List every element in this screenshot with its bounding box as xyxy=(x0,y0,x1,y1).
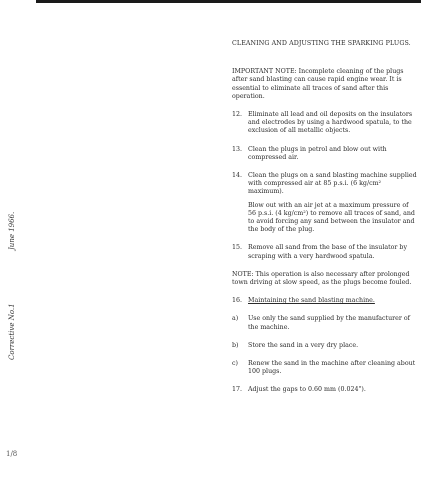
item-number: 14. xyxy=(232,172,243,180)
note xyxy=(232,271,417,287)
page-mark: 1/8 xyxy=(6,450,18,458)
item-text: Clean the plugs in petrol and blow out with compressed air. xyxy=(248,145,387,161)
list-item xyxy=(232,315,417,331)
list-item xyxy=(232,146,417,162)
item-number: 16. xyxy=(232,297,243,305)
item-number: a) xyxy=(232,315,239,323)
page-title: CLEANING AND ADJUSTING THE SPARKING PLUGS. xyxy=(232,40,411,47)
item-text: Use only the sand supplied by the manufacturer of the machine. xyxy=(248,315,411,331)
item-subtext: Blow out with an air jet at a maximum pressure of 56 p.s.i. (4 kg/cm²) to remove all traces of sand, and to avoid forcing any sand between the insulator and the body of the plug. xyxy=(248,201,415,234)
item-text: Renew the sand in the machine after cleaning about 100 plugs. xyxy=(248,360,416,376)
list-item xyxy=(232,172,417,234)
item-number: c) xyxy=(232,360,238,368)
side-date: June 1966. xyxy=(8,211,16,250)
item-text: NOTE: This operation is also necessary after prolonged town driving at slow speed, as the plugs become fouled. xyxy=(232,270,412,287)
side-corrective: Corrective No.1 xyxy=(8,303,16,360)
item-text: Eliminate all lead and oil deposits on the insulators and electrodes by using a hardwood spatula, to the exclusion of all metallic objects. xyxy=(248,111,413,135)
list-item xyxy=(232,342,417,350)
item-text: IMPORTANT NOTE: Incomplete cleaning of the plugs after sand blasting can cause rapid engine wear. It is essential to eliminate all traces of sand after this operation. xyxy=(232,68,404,100)
list-item xyxy=(232,360,417,376)
item-text: Store the sand in a very dry place. xyxy=(248,341,359,349)
item-number: 15. xyxy=(232,244,243,252)
item-text: Maintaining the sand blasting machine. xyxy=(248,297,375,305)
top-rule xyxy=(36,0,421,3)
item-text-group xyxy=(248,172,417,234)
list-item xyxy=(232,386,417,394)
item-number: b) xyxy=(232,341,239,349)
important-note xyxy=(232,68,417,101)
item-number: 13. xyxy=(232,145,243,153)
list-item xyxy=(232,111,417,136)
item-text: Clean the plugs on a sand blasting machine supplied with compressed air at 85 p.s.i. (6 kg/cm² maximum). xyxy=(248,172,417,196)
item-text: Remove all sand from the base of the insulator by scraping with a very hardwood spatula. xyxy=(248,244,408,260)
item-number: 17. xyxy=(232,386,243,394)
side-note xyxy=(4,180,34,380)
item-text: Adjust the gaps to 0.60 mm (0.024"). xyxy=(248,386,366,394)
document-body xyxy=(232,40,417,405)
list-item xyxy=(232,244,417,260)
item-number: 12. xyxy=(232,111,243,119)
list-item xyxy=(232,297,417,305)
